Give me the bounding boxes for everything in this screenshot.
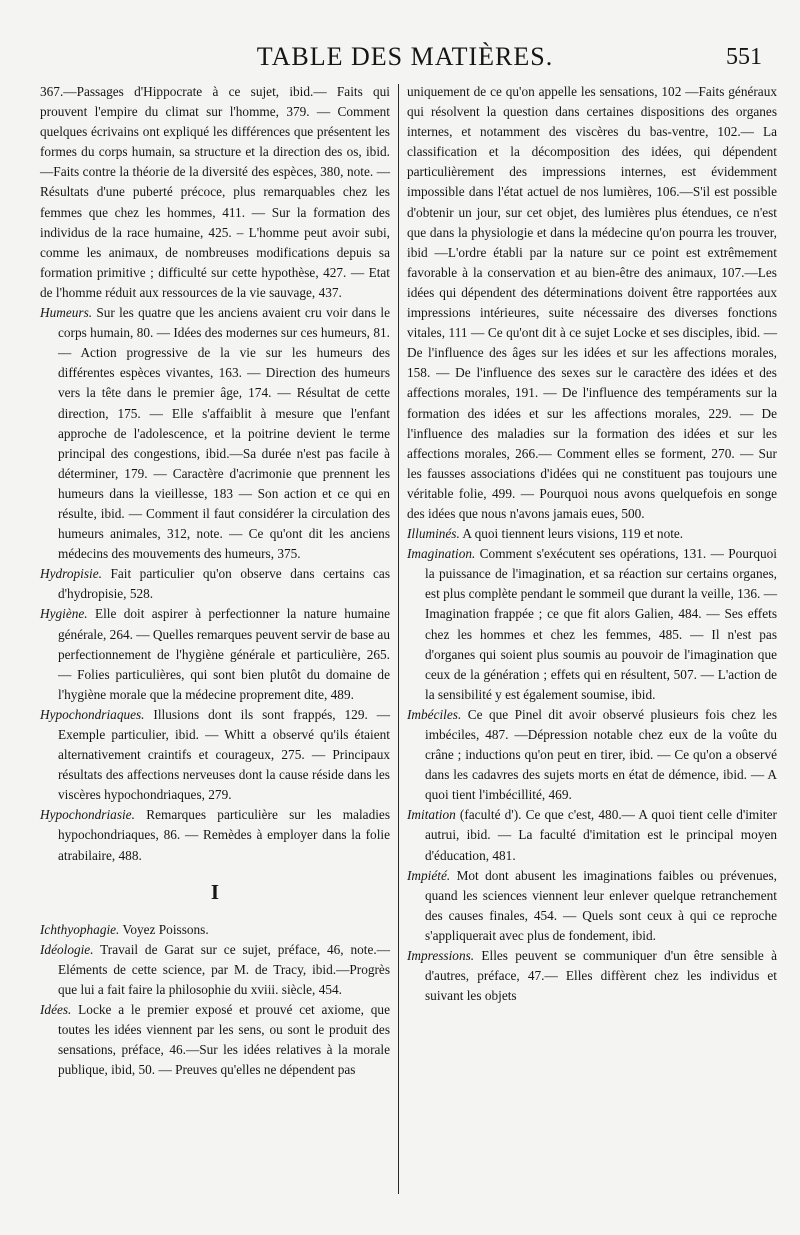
index-entry-impiete — [407, 866, 777, 946]
index-entry-imagination — [407, 544, 777, 705]
page-header — [40, 38, 770, 78]
entry-text: Locke a le premier exposé et prouvé cet axiome, que toutes les idées viennent par les sens, ou sont le produit des sensations, préface, 46.—Sur les idées relatives à la morale publique, ibid, 50. — Preuves qu'elles ne dépendent pas — [58, 1002, 390, 1078]
running-title: TABLE DES MATIÈRES. — [256, 42, 554, 71]
entry-text: Illusions dont ils sont frappés, 129. — Exemple particulier, ibid. — Whitt a observé qu'ils étaient alternativement craintifs et courageux, 275. — Principaux résultats des affections nerveuses dont la cause réside dans les viscères hypochondriaques, 279. — [58, 706, 390, 803]
entry-term: Hypochondriaques. — [40, 706, 145, 722]
entry-text: Voyez Poissons. — [119, 921, 209, 937]
entry-text: A quoi tiennent leurs visions, 119 et note. — [459, 526, 684, 542]
entry-continuation: uniquement de ce qu'on appelle les sensations, 102 —Faits généraux qui résolvent la question dans certaines dispositions des organes internes, et notamment des viscères du bas-ventre, 102.— La classification et la décomposition des idées, qui dépendent particulièrement des impressions internes, est évidemment impossible dans l'état actuel de nos lumières, 106.—S'il est possible d'obtenir un jour, sur cet objet, des lumières plus étendues, ce n'est que dans la physiologie et dans la médecine qu'on pourra les trouver, ibid —L'ordre établi par la nature sur ce point est extrêmement favorable à la conservation et au bien-être des animaux, 107.—Les idées qui dépendent des déterminations doivent être rapportées aux impressions intérieures, suite nécessaire des diverses fonctions vitales, 111 — Ce qu'ont dit à ce sujet Locke et ses disciples, ibid. — De l'influence des âges sur les idées et sur les affections morales, 158. — De l'influence des sexes sur le caractère des idées et des affections morales, 191. — De l'influence des tempéraments sur la formation des idées et sur les affections morales, 229. — De l'influence des maladies sur la formation des idées et sur les affections morales, 266.— Comment elles se forment, 270. — Sur les fausses associations d'idées qui ne constituent pas toujours une véritable folie, 499. — Pourquoi nous avons quelquefois en songe des idées que nous n'avons jamais eues, 500. — [407, 84, 777, 521]
entry-text: Fait particulier qu'on observe dans certains cas d'hydropisie, 528. — [58, 566, 390, 602]
entry-text: Comment s'exécutent ses opérations, 131. — Pourquoi la puissance de l'imagination, et sa réaction sur certains organes, est plus complète pendant le sommeil que durant la veille, 136. — Imagination frappée ; ce que fit alors Galien, 484. — Ses effets chez les hommes et chez les femmes, 485. — Il n'est pas d'organes qui soient plus soumis au pouvoir de l'imagination que ceux de la génération ; effets qui en résultent, 507. — L'action de la sensibilité y est également soumise, ibid. — [425, 546, 777, 702]
entry-text: Sur les quatre que les anciens avaient cru voir dans le corps humain, 80. — Idées des modernes sur ces humeurs, 81.— Action progressive de la vie sur les humeurs des différentes espèces vivantes, 163. — Direction des humeurs vers la tête dans le premier âge, 174. — Résultat de cette direction, 175. — Elle s'affaiblit à mesure que l'enfant approche de l'adolescence, et la poitrine devient le terme principal des congestions, ibid.—Sa durée n'est pas facile à déterminer, 179. — Caractère d'acrimonie que prennent les humeurs dans la vieillesse, 183 — Son action et ce qui en résulte, ibid. — Comment il faut considérer la circulation des humeurs animales, 312, note. — Ce qu'ont dit les anciens médecins des mouvements des humeurs, 375. — [58, 305, 390, 562]
page-number: 551 — [726, 44, 762, 70]
index-entry-humeurs — [40, 303, 390, 564]
left-column — [40, 82, 390, 1080]
right-column — [407, 82, 777, 1006]
entry-term: Ichthyophagie. — [40, 921, 120, 937]
entry-continuation: 367.—Passages d'Hippocrate à ce sujet, ibid.— Faits qui prouvent l'empire du climat sur l'homme, 379. — Comment quelques écrivains ont expliqué les différences que présentent les formes du corps humain, sa structure et la direction des os, ibid. —Faits contre la théorie de la diversité des espèces, 380, note. — Résultats d'une puberté précoce, plus remarquables chez les femmes que chez les hommes, 411. — Sur la formation des individus de la race humaine, 425. – L'homme peut avoir subi, comme les animaux, de nombreuses modifications depuis sa formation primitive ; difficulté sur cette hypothèse, 427. — Etat de l'homme réduit aux ressources de la vie sauvage, 437. — [40, 84, 390, 300]
entry-text: Elle doit aspirer à perfectionner la nature humaine générale, 264. — Quelles remarques peuvent servir de base au perfectionnement de l'hygiène générale et particulière, 265. — Folies particulières, qui sont bien plutôt du domaine de l'hygiène morale que la médecine proprement dite, 489. — [58, 606, 390, 702]
entry-text: Mot dont abusent les imaginations faibles ou prévenues, quand les sciences viennent leur enlever quelque retranchement des causes finales, 454. — Quels sont ceux à qui ce reproche s'appliquerait avec plus de fondement, ibid. — [425, 867, 777, 943]
entry-term: Hygiène. — [40, 606, 88, 622]
entry-term: Imagination. — [407, 546, 476, 562]
section-letter: I — [210, 879, 220, 904]
index-entry-idees — [40, 1000, 390, 1080]
entry-term: Impiété. — [407, 867, 451, 883]
index-entry-ideologie — [40, 940, 390, 1000]
index-entry-imbeciles — [407, 705, 777, 805]
column-divider — [398, 84, 399, 1194]
entry-term: Idéologie. — [40, 941, 94, 957]
index-entry-hydropisie — [40, 564, 390, 604]
index-entry-impressions — [407, 946, 777, 1006]
entry-term: Idées. — [40, 1002, 72, 1018]
entry-text: Travail de Garat sur ce sujet, préface, 46, note.—Eléments de cette science, par M. de Tracy, ibid.—Progrès que lui a fait faire la philosophie du xviii. siècle, 454. — [58, 941, 390, 997]
index-entry-hypochondriasie — [40, 805, 390, 865]
entry-text: (faculté d'). Ce que c'est, 480.— A quoi tient celle d'imiter autrui, ibid. — La faculté d'imitation est le principal moyen d'éducation, 481. — [425, 807, 777, 863]
entry-term: Hydropisie. — [40, 566, 102, 582]
entry-text: Elles peuvent se communiquer d'un être sensible à d'autres, préface, 47.— Elles diffèrent chez les individus et suivant les objets — [425, 948, 777, 1004]
index-entry-hygiene — [40, 604, 390, 704]
index-entry-ichthyophagie — [40, 920, 390, 940]
index-entry-hypochondriaques — [40, 705, 390, 805]
entry-term: Illuminés. — [407, 526, 460, 542]
entry-text: Remarques particulière sur les maladies hypochondriaques, 86. — Remèdes à employer dans la folie atrabilaire, 488. — [58, 807, 390, 863]
entry-term: Imbéciles. — [407, 706, 462, 722]
index-entry-imitation — [407, 805, 777, 865]
entry-term: Humeurs. — [40, 305, 93, 321]
entry-term: Imitation — [407, 807, 456, 823]
entry-term: Impressions. — [407, 948, 475, 964]
index-entry-illumines — [407, 524, 777, 544]
entry-term: Hypochondriasie. — [40, 807, 135, 823]
entry-text: Ce que Pinel dit avoir observé plusieurs fois chez les imbéciles, 487. —Dépression notable chez eux de la voûte du crâne ; inductions qu'on peut en tirer, ibid. — Ce qu'on a observé dans les cadavres des sujets morts en état de démence, ibid. — A quoi tient l'imbécillité, 469. — [425, 706, 777, 803]
